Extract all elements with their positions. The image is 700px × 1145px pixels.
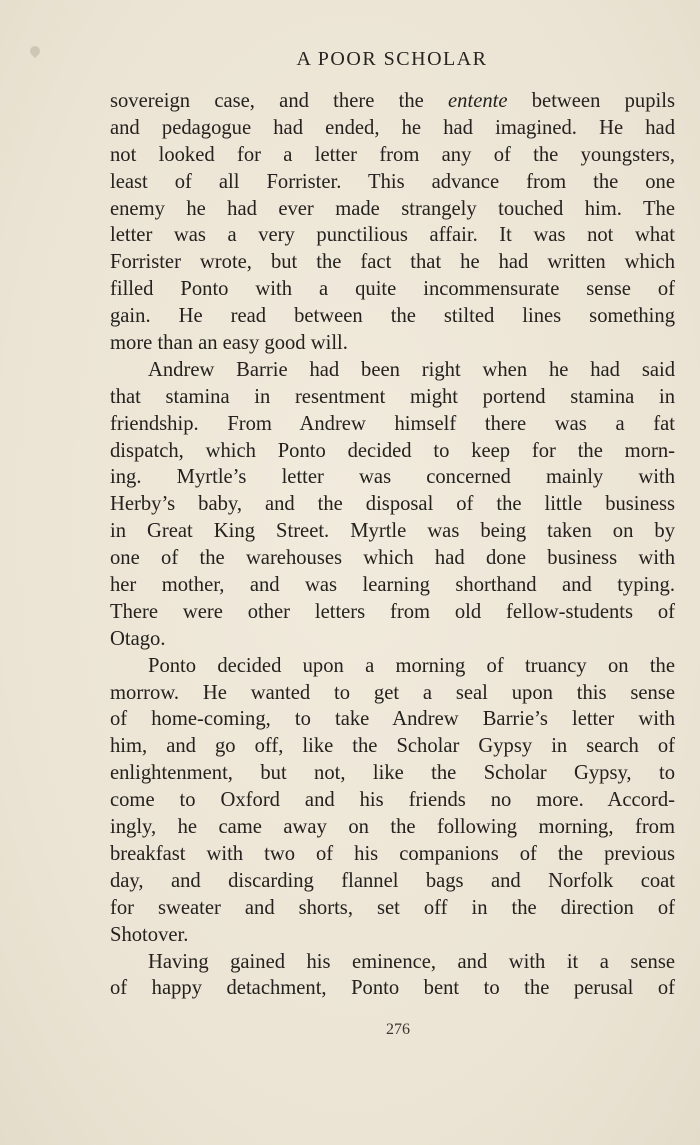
- text-line: in Great King Street. Myrtle was being taken on by: [110, 520, 675, 543]
- text-line: enlightenment, but not, like the Scholar Gypsy, to: [110, 762, 675, 785]
- text-line: There were other letters from old fellow-students of: [110, 600, 675, 623]
- text-line: dispatch, which Ponto decided to keep for the morn-: [110, 439, 675, 462]
- paragraph-first-line: Andrew Barrie had been right when he had said: [148, 358, 675, 381]
- text-line: her mother, and was learning shorthand and typing.: [110, 574, 675, 597]
- text-line: that stamina in resentment might portend stamina in: [110, 385, 675, 408]
- text-line: letter was a very punctilious affair. It was not what: [110, 224, 675, 247]
- page-number: 276: [386, 1021, 410, 1038]
- paragraph-first-line: Having gained his eminence, and with it a sense: [148, 950, 675, 973]
- running-head: A POOR SCHOLAR: [296, 48, 488, 70]
- paragraph-first-line: Ponto decided upon a morning of truancy on the: [148, 654, 675, 677]
- text-line: him, and go off, like the Scholar Gypsy in search of: [110, 735, 675, 758]
- text-line: of happy detachment, Ponto bent to the perusal of: [110, 977, 675, 1000]
- paragraph-last-line: Shotover.: [110, 923, 189, 946]
- body-text: [110, 88, 675, 1002]
- text-line: Herby’s baby, and the disposal of the little business: [110, 493, 675, 516]
- text-line: day, and discarding flannel bags and Norfolk coat: [110, 869, 675, 892]
- text-line: and pedagogue had ended, he had imagined. He had: [110, 116, 675, 139]
- text-line: filled Ponto with a quite incommensurate sense of: [110, 278, 675, 301]
- text-line: Forrister wrote, but the fact that he had written which: [110, 251, 675, 274]
- text-line: morrow. He wanted to get a seal upon this sense: [110, 681, 675, 704]
- text-line: of home-coming, to take Andrew Barrie’s letter with: [110, 708, 675, 731]
- text-line: ing. Myrtle’s letter was concerned mainly with: [110, 466, 675, 489]
- text-line: gain. He read between the stilted lines something: [110, 305, 675, 328]
- text-line: friendship. From Andrew himself there was a fat: [110, 412, 675, 435]
- paragraph-last-line: more than an easy good will.: [110, 332, 348, 355]
- italic-word: entente: [448, 90, 508, 112]
- text-line: come to Oxford and his friends no more. Accord-: [110, 789, 675, 812]
- text-line: enemy he had ever made strangely touched him. The: [110, 197, 675, 220]
- paragraph-last-line: Otago.: [110, 627, 166, 650]
- text-line: sovereign case, and there the entente between pupils: [110, 90, 675, 112]
- text-line: breakfast with two of his companions of the previous: [110, 842, 675, 865]
- text-line: ingly, he came away on the following morning, from: [110, 816, 675, 839]
- text-line: for sweater and shorts, set off in the direction of: [110, 896, 675, 919]
- text-line: not looked for a letter from any of the youngsters,: [110, 143, 675, 166]
- text-line: one of the warehouses which had done business with: [110, 547, 675, 570]
- text-line: least of all Forrister. This advance from the one: [110, 170, 675, 193]
